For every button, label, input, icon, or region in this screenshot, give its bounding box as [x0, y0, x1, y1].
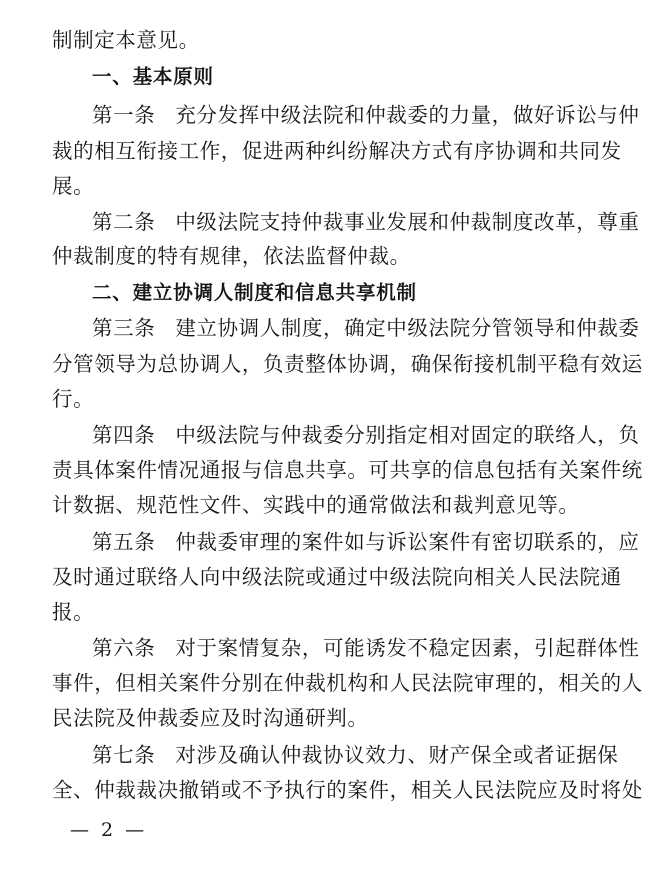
article-6-line-2: 事件，但相关案件分别在仲裁机构和人民法院审理的，相关的人	[52, 671, 643, 695]
article-2-line-1	[92, 208, 640, 236]
body-text-line: 制制定本意见。	[52, 28, 200, 52]
article-2-label: 第二条	[92, 210, 156, 234]
article-1-text: 充分发挥中级法院和仲裁委的力量，做好诉讼与仲	[175, 103, 640, 127]
section-heading-basic-principles: 一、基本原则	[92, 65, 214, 88]
article-5-text: 仲裁委审理的案件如与诉讼案件有密切联系的，应	[175, 530, 640, 554]
article-3-label: 第三条	[92, 316, 156, 340]
article-3-text: 建立协调人制度，确定中级法院分管领导和仲裁委	[175, 316, 640, 340]
article-1-line-1	[92, 101, 640, 129]
article-2-text: 中级法院支持仲裁事业发展和仲裁制度改革，尊重	[175, 210, 640, 234]
article-7-line-2: 全、仲裁裁决撤销或不予执行的案件，相关人民法院应及时将处	[52, 778, 643, 802]
article-7-text: 对涉及确认仲裁协议效力、财产保全或者证据保	[175, 743, 619, 767]
article-4-label: 第四条	[92, 423, 156, 447]
article-5-line-2: 及时通过联络人向中级法院或通过中级法院向相关人民法院通	[52, 565, 622, 589]
article-5-label: 第五条	[92, 530, 156, 554]
article-7-line-1	[92, 741, 619, 769]
article-6-line-1	[92, 634, 640, 662]
article-6-line-3: 民法院及仲裁委应及时沟通研判。	[52, 706, 369, 730]
article-3-line-2: 分管领导为总协调人，负责整体协调，确保衔接机制平稳有效运	[52, 352, 643, 376]
article-7-label: 第七条	[92, 743, 156, 767]
article-1-line-3: 展。	[52, 174, 95, 198]
article-2-line-2: 仲裁制度的特有规律，依法监督仲裁。	[52, 244, 411, 268]
article-3-line-3: 行。	[52, 387, 95, 411]
article-6-label: 第六条	[92, 636, 156, 660]
article-3-line-1	[92, 314, 640, 342]
article-4-line-1	[92, 421, 640, 449]
page-number: — 2 —	[70, 819, 148, 841]
article-4-text: 中级法院与仲裁委分别指定相对固定的联络人，负	[175, 423, 640, 447]
article-4-line-3: 计数据、规范性文件、实践中的通常做法和裁判意见等。	[52, 493, 580, 517]
article-4-line-2: 责具体案件情况通报与信息共享。可共享的信息包括有关案件统	[52, 458, 643, 482]
article-6-text: 对于案情复杂，可能诱发不稳定因素，引起群体性	[175, 636, 640, 660]
article-1-line-2: 裁的相互衔接工作，促进两种纠纷解决方式有序协调和共同发	[52, 139, 622, 163]
section-heading-coordinator-system: 二、建立协调人制度和信息共享机制	[92, 281, 417, 304]
article-5-line-1	[92, 528, 640, 556]
article-1-label: 第一条	[92, 103, 156, 127]
article-5-line-3: 报。	[52, 600, 95, 624]
